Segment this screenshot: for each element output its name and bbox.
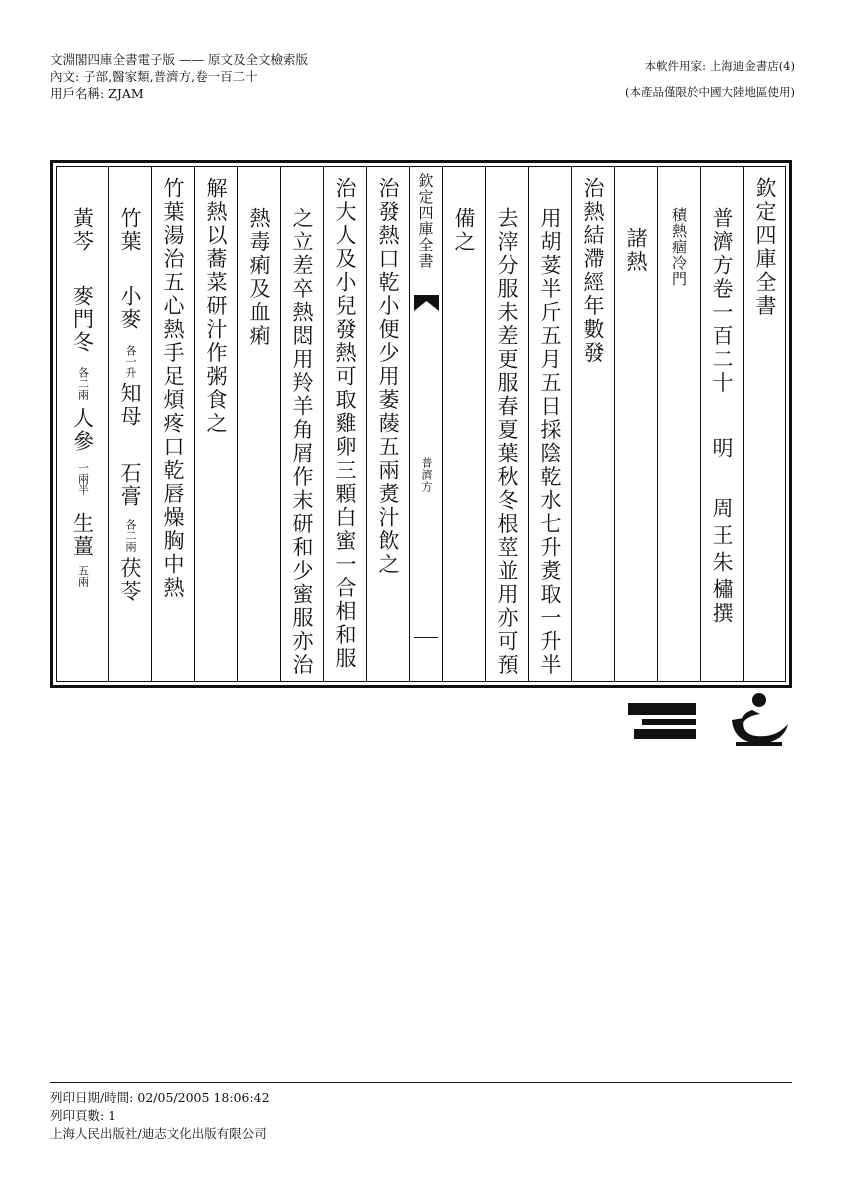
- text-line: 去滓分服未差更服春夏葉秋冬根莖並用亦可預: [495, 207, 519, 677]
- ingredient: 黃芩: [70, 207, 95, 253]
- ingredient: 竹葉: [118, 207, 142, 253]
- text-line: 熱毒痢及血痢: [247, 207, 271, 348]
- footer-publisher: 上海人民出版社/迪志文化出版有限公司: [50, 1126, 267, 1141]
- text-column: [485, 167, 528, 681]
- text-column: [442, 167, 485, 681]
- volume-column: [700, 167, 743, 681]
- text-column: [366, 167, 409, 681]
- author-name: 周王朱橚: [710, 497, 734, 605]
- fold-subtitle: 普濟方: [420, 457, 433, 493]
- fold-rule: [414, 637, 438, 638]
- text-line: 用胡荽半斤五月五日採陰乾水七升煑取一升半: [538, 207, 562, 677]
- text-column: [280, 167, 323, 681]
- fold-title: 欽定四庫全書: [416, 173, 435, 269]
- text-column: [323, 167, 366, 681]
- fold-column: [409, 167, 442, 681]
- ingredient: 生薑: [70, 512, 95, 558]
- text-line: 治發熱口乾小便少用萎䔖五兩煑汁飲之: [376, 177, 400, 577]
- author-role: 撰: [710, 602, 734, 629]
- text-column: [151, 167, 194, 681]
- ingredient-note: 各二兩: [124, 519, 137, 552]
- ingredient-note: 各一升: [124, 345, 137, 378]
- footer-print-pages: 列印頁數: 1: [50, 1108, 117, 1123]
- text-column: [194, 167, 237, 681]
- header-licensee: 本軟件用家: 上海迪金書店(4): [644, 59, 795, 73]
- author-dynasty: 明: [710, 437, 734, 464]
- footer-print-datetime: 列印日期/時間: 02/05/2005 18:06:42: [50, 1090, 270, 1105]
- fish-tail-mark: [414, 295, 439, 311]
- header-right: [625, 53, 795, 105]
- book-title: 欽定四庫全書: [753, 177, 777, 318]
- text-line: 治熱結滯經年數發: [581, 177, 605, 365]
- text-column: [571, 167, 614, 681]
- header-content-path: 內文: 子部,醫家類,普濟方,卷一百二十: [50, 69, 258, 84]
- header-left: [50, 51, 308, 102]
- ingredient-note: 各二兩: [76, 367, 90, 400]
- ingredient: 小麥: [118, 285, 142, 331]
- seal-logo-icon: [726, 690, 792, 748]
- ingredient-note: 一兩半: [76, 462, 90, 495]
- ingredient: 知母: [118, 382, 142, 428]
- recipe-column: [57, 167, 108, 681]
- text-frame-inner: [56, 166, 786, 682]
- text-column: [614, 167, 657, 681]
- text-line: 竹葉湯治五心熱手足煩疼口乾唇燥胸中熱: [161, 177, 185, 600]
- publisher-logo-icon: [628, 703, 698, 741]
- fold-margin: [414, 167, 438, 681]
- text-column: [237, 167, 280, 681]
- text-column: [528, 167, 571, 681]
- ingredient: 石膏: [118, 462, 142, 508]
- header-edition: 文淵閣四庫全書電子版 —— 原文及全文檢索版: [50, 52, 308, 67]
- subsection-heading: 諸熱: [624, 227, 648, 274]
- text-line: 之立差卒熱悶用羚羊角屑作末研和少蜜服亦治: [290, 207, 314, 677]
- header-username: 用戶名稱: ZJAM: [50, 86, 144, 101]
- title-column: [743, 167, 786, 681]
- ingredient: 茯苓: [118, 557, 142, 603]
- ingredient: 麥門冬: [70, 285, 95, 354]
- ingredient-note: 五兩: [76, 565, 90, 587]
- section-heading: 積熱痼冷門: [670, 207, 688, 287]
- volume-title: 普濟方卷一百二十: [710, 207, 734, 395]
- ingredient: 人參: [70, 407, 95, 453]
- text-line: 備之: [452, 207, 476, 254]
- text-line: 解熱以蕎菜研汁作粥食之: [204, 177, 228, 436]
- text-frame: [50, 160, 792, 688]
- text-line: 治大人及小兒發熱可取雞卵三顆白蜜一合相和服: [333, 177, 357, 671]
- footer-rule: [50, 1082, 792, 1083]
- recipe-column: [108, 167, 151, 681]
- text-column: [657, 167, 700, 681]
- header-region-notice: (本產品僅限於中國大陸地區使用): [625, 85, 795, 99]
